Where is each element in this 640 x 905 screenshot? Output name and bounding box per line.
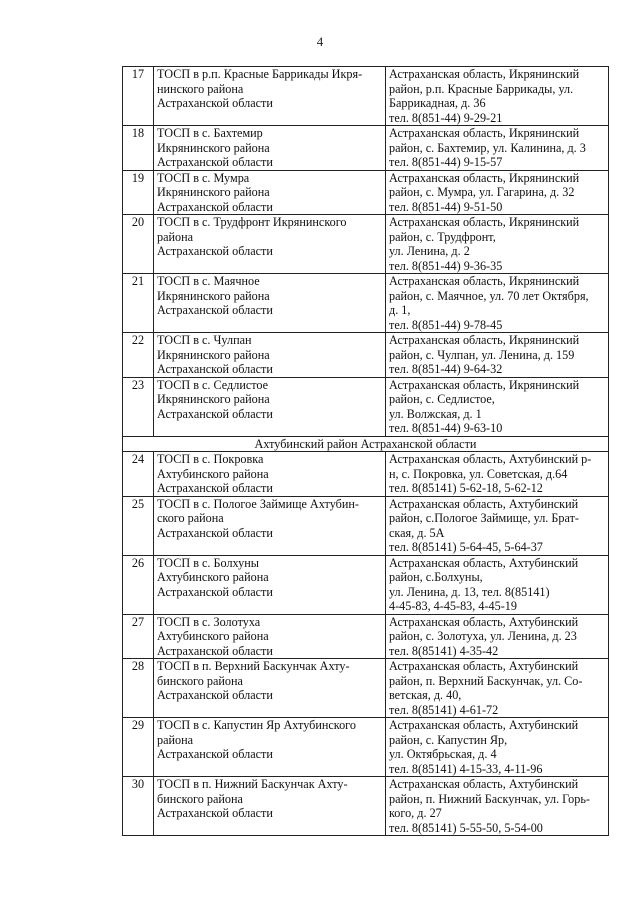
address-cell	[386, 496, 609, 555]
row-number: 24	[123, 452, 154, 497]
address-line: Астраханская область, Ахтубинский	[389, 718, 579, 732]
office-name-line: Астраханской области	[157, 362, 273, 376]
address-line: Астраханская область, Икрянинский	[389, 377, 580, 392]
row-number: 20	[123, 215, 154, 274]
office-name-cell	[154, 718, 386, 777]
office-name-cell	[154, 333, 386, 378]
address-line: район, п. Нижний Баскунчак, ул. Горь-	[389, 791, 590, 806]
address-line: тел. 8(85141) 4-35-42	[389, 643, 499, 658]
office-name-line: ТОСП в р.п. Красные Баррикады Икря-	[157, 67, 363, 81]
office-name-line: бинского района	[157, 791, 243, 806]
office-name-line: ского района	[157, 511, 224, 525]
office-name-cell	[154, 377, 386, 436]
office-name-line: ТОСП в с. Золотуха	[157, 614, 261, 629]
address-cell	[386, 67, 609, 126]
office-name-line: ТОСП в с. Покровка	[157, 452, 264, 466]
table-row	[123, 170, 609, 215]
office-name-line: Астраханской области	[157, 96, 273, 110]
address-cell	[386, 452, 609, 497]
office-name-line: ТОСП в с. Трудфронт Икрянинского	[157, 215, 347, 229]
address-line: кого, д. 27	[389, 806, 442, 820]
address-line: тел. 8(85141) 4-15-33, 4-11-96	[389, 761, 543, 776]
office-name-cell	[154, 274, 386, 333]
address-line: район, с. Трудфронт,	[389, 229, 496, 244]
office-name-line: Астраханской области	[157, 155, 273, 169]
address-line: 4-45-83, 4-45-83, 4-45-19	[389, 599, 517, 613]
address-line: Астраханская область, Икрянинский	[389, 333, 580, 347]
address-line: ул. Волжская, д. 1	[389, 406, 482, 421]
address-line: район, с. Седлистое,	[389, 392, 495, 406]
address-line: район, с.Пологое Займище, ул. Брат-	[389, 511, 579, 525]
table-row	[123, 333, 609, 378]
address-line: район, с.Болхуны,	[389, 570, 483, 584]
registry-table	[122, 66, 609, 836]
address-line: Астраханская область, Ахтубинский	[389, 614, 579, 629]
address-line: район, с. Капустин Яр,	[389, 732, 508, 747]
address-line: ул. Октябрьская, д. 4	[389, 747, 497, 761]
table-row	[123, 67, 609, 126]
row-number: 23	[123, 377, 154, 436]
address-line: Астраханская область, Ахтубинский	[389, 777, 579, 791]
office-name-line: Икрянинского района	[157, 185, 270, 199]
section-title: Ахтубинский район Астраханской области	[123, 436, 609, 452]
address-line: тел. 8(851-44) 9-36-35	[389, 258, 503, 273]
address-line: тел. 8(85141) 5-62-18, 5-62-12	[389, 481, 543, 495]
section-header-row	[123, 436, 609, 452]
office-name-cell	[154, 126, 386, 171]
address-cell	[386, 274, 609, 333]
office-name-line: Икрянинского района	[157, 140, 270, 155]
office-name-line: ТОСП в с. Чулпан	[157, 333, 252, 347]
row-number: 30	[123, 777, 154, 836]
office-name-cell	[154, 659, 386, 718]
address-line: Астраханская область, Икрянинский	[389, 67, 580, 81]
office-name-line: Астраханской области	[157, 643, 273, 658]
address-cell	[386, 718, 609, 777]
office-name-line: Астраханской области	[157, 525, 273, 540]
row-number: 18	[123, 126, 154, 171]
office-name-cell	[154, 555, 386, 614]
address-line: тел. 8(851-44) 9-78-45	[389, 317, 503, 332]
address-line: тел. 8(851-44) 9-63-10	[389, 421, 503, 435]
table-row	[123, 126, 609, 171]
address-line: район, с. Маячное, ул. 70 лет Октября,	[389, 288, 589, 303]
office-name-line: Астраханской области	[157, 303, 273, 317]
row-number: 27	[123, 614, 154, 659]
table-row	[123, 496, 609, 555]
office-name-cell	[154, 67, 386, 126]
office-name-cell	[154, 170, 386, 215]
row-number: 29	[123, 718, 154, 777]
address-cell	[386, 215, 609, 274]
table-row	[123, 215, 609, 274]
address-line: Баррикадная, д. 36	[389, 96, 486, 110]
office-name-cell	[154, 496, 386, 555]
address-cell	[386, 555, 609, 614]
address-line: Астраханская область, Икрянинский	[389, 215, 580, 229]
address-line: район, с. Бахтемир, ул. Калинина, д. 3	[389, 140, 586, 155]
table-row	[123, 555, 609, 614]
address-line: район, п. Верхний Баскунчак, ул. Со-	[389, 673, 583, 688]
office-name-line: ТОСП в с. Седлистое	[157, 377, 269, 392]
address-line: ветская, д. 40,	[389, 688, 462, 702]
address-line: Астраханская область, Ахтубинский	[389, 659, 579, 673]
row-number: 25	[123, 496, 154, 555]
row-number: 21	[123, 274, 154, 333]
office-name-line: Ахтубинского района	[157, 629, 269, 643]
address-line: район, с. Золотуха, ул. Ленина, д. 23	[389, 629, 577, 643]
address-line: район, р.п. Красные Баррикады, ул.	[389, 81, 574, 96]
office-name-line: Икрянинского района	[157, 288, 270, 303]
office-name-line: Астраханской области	[157, 747, 273, 761]
address-cell	[386, 659, 609, 718]
address-line: н, с. Покровка, ул. Советская, д.64	[389, 466, 568, 481]
address-line: район, с. Чулпан, ул. Ленина, д. 159	[389, 347, 575, 362]
office-name-line: района	[157, 732, 194, 747]
address-cell	[386, 333, 609, 378]
address-cell	[386, 377, 609, 436]
office-name-line: Астраханской области	[157, 481, 273, 495]
office-name-line: Икрянинского района	[157, 392, 270, 406]
office-name-line: Астраханской области	[157, 244, 273, 258]
table-row	[123, 377, 609, 436]
table-row	[123, 659, 609, 718]
address-cell	[386, 777, 609, 836]
table-row	[123, 274, 609, 333]
table-row	[123, 452, 609, 497]
table-row	[123, 718, 609, 777]
office-name-line: ТОСП в с. Пологое Займище Ахтубин-	[157, 496, 359, 511]
office-name-line: ТОСП в с. Маячное	[157, 274, 260, 288]
office-name-cell	[154, 777, 386, 836]
address-cell	[386, 170, 609, 215]
office-name-line: Астраханской области	[157, 688, 273, 702]
row-number: 26	[123, 555, 154, 614]
office-name-line: ТОСП в с. Мумра	[157, 170, 250, 185]
address-line: ская, д. 5А	[389, 525, 445, 540]
address-line: ул. Ленина, д. 2	[389, 244, 470, 258]
table-row	[123, 777, 609, 836]
address-line: Астраханская область, Ахтубинский	[389, 555, 579, 570]
office-name-line: ТОСП в п. Нижний Баскунчак Ахту-	[157, 777, 348, 791]
address-line: район, с. Мумра, ул. Гагарина, д. 32	[389, 185, 575, 199]
address-line: тел. 8(85141) 5-55-50, 5-54-00	[389, 820, 543, 835]
address-line: тел. 8(851-44) 9-15-57	[389, 155, 503, 169]
address-line: Астраханская область, Икрянинский	[389, 274, 580, 288]
address-line: тел. 8(851-44) 9-51-50	[389, 199, 503, 214]
address-line: тел. 8(851-44) 9-64-32	[389, 362, 503, 376]
address-line: Астраханская область, Икрянинский	[389, 126, 580, 140]
office-name-line: Астраханской области	[157, 806, 273, 820]
office-name-line: ТОСП в с. Капустин Яр Ахтубинского	[157, 718, 356, 732]
office-name-line: Астраханской области	[157, 406, 273, 421]
address-line: Астраханская область, Ахтубинский	[389, 496, 579, 511]
address-line: ул. Ленина, д. 13, тел. 8(85141)	[389, 584, 550, 599]
office-name-line: бинского района	[157, 673, 243, 688]
table-row	[123, 614, 609, 659]
office-name-line: ТОСП в с. Болхуны	[157, 555, 259, 570]
address-line: тел. 8(85141) 4-61-72	[389, 702, 499, 717]
address-cell	[386, 126, 609, 171]
office-name-line: нинского района	[157, 81, 244, 96]
address-cell	[386, 614, 609, 659]
office-name-cell	[154, 452, 386, 497]
office-name-line: района	[157, 229, 194, 244]
office-name-cell	[154, 215, 386, 274]
address-line: Астраханская область, Ахтубинский р-	[389, 452, 592, 466]
office-name-line: ТОСП в п. Верхний Баскунчак Ахту-	[157, 659, 350, 673]
registry-table-body	[123, 67, 609, 836]
office-name-line: Ахтубинского района	[157, 570, 269, 584]
address-line: тел. 8(851-44) 9-29-21	[389, 110, 503, 125]
office-name-cell	[154, 614, 386, 659]
office-name-line: Ахтубинского района	[157, 466, 269, 481]
office-name-line: Астраханской области	[157, 199, 273, 214]
office-name-line: ТОСП в с. Бахтемир	[157, 126, 263, 140]
row-number: 22	[123, 333, 154, 378]
row-number: 17	[123, 67, 154, 126]
page-number: 4	[316, 34, 324, 49]
row-number: 19	[123, 170, 154, 215]
address-line: тел. 8(85141) 5-64-45, 5-64-37	[389, 540, 543, 554]
office-name-line: Икрянинского района	[157, 347, 270, 362]
row-number: 28	[123, 659, 154, 718]
office-name-line: Астраханской области	[157, 584, 273, 599]
address-line: д. 1,	[389, 303, 411, 317]
address-line: Астраханская область, Икрянинский	[389, 170, 580, 185]
